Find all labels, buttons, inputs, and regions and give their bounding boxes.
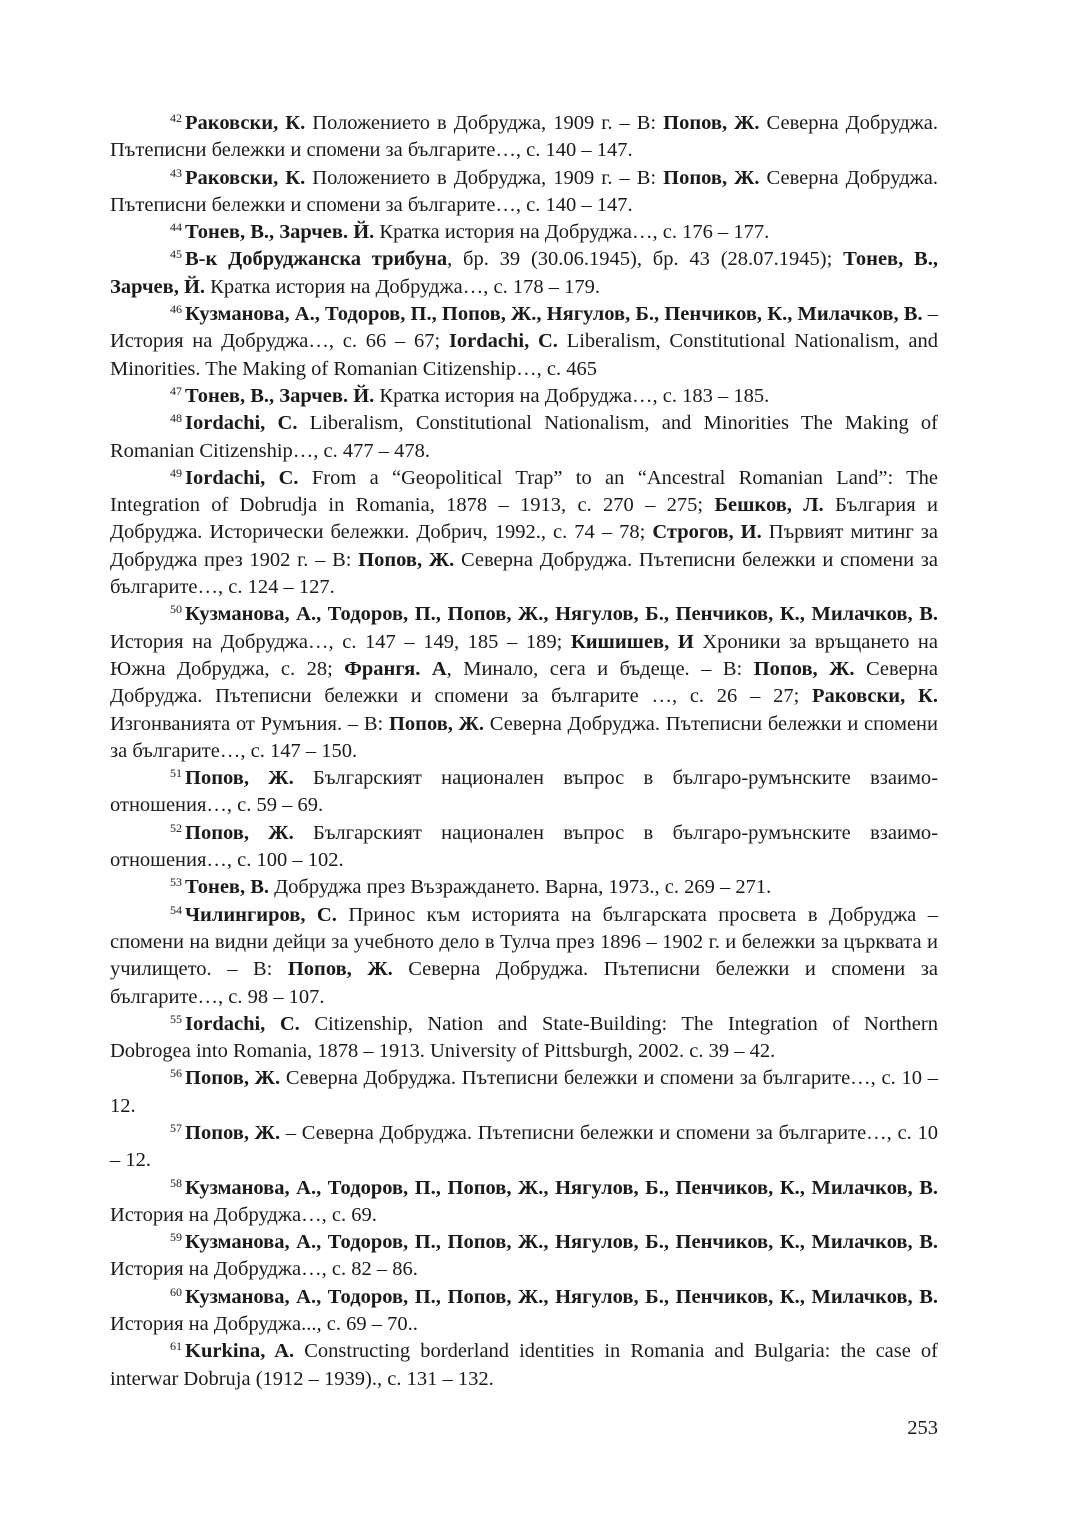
footnote-number: 47 <box>170 383 182 398</box>
footnote-number: 54 <box>170 902 182 917</box>
footnote-53 <box>110 874 938 901</box>
footnote-number: 59 <box>170 1230 182 1245</box>
footnote-text: Liberalism, Constitutional Nationalism, and Minorities The Making of Romanian Citizenship…, с. 477 – 478. <box>110 412 938 462</box>
footnote-author: Кузманова, А., Тодоров, П., Попов, Ж., Нягулов, Б., Пенчиков, К., Милачков, В. <box>185 1176 938 1199</box>
footnote-text: Северна Добруджа. Пътеписни бележки и спомени за българите …, с. 26 – 27; <box>110 657 938 708</box>
footnote-text: Българският национален въпрос в българо-румънските взаимоотношения…, с. 59 – 69. <box>110 767 939 817</box>
footnote-author: Кузманова, А., Тодоров, П., Попов, Ж., Нягулов, Б., Пенчиков, К., Милачков, В. <box>185 603 938 626</box>
footnote-number: 49 <box>170 465 182 480</box>
footnote-50 <box>110 601 938 765</box>
footnote-number: 58 <box>170 1175 182 1190</box>
footnote-56 <box>110 1065 938 1120</box>
footnote-54 <box>110 902 938 1011</box>
footnote-text: Положението в Добруджа, 1909 г. – В: <box>305 166 664 189</box>
footnote-text: Положението в Добруджа, 1909 г. – В: <box>305 112 664 134</box>
footnote-author: Попов, Ж. <box>358 548 455 571</box>
footnote-59 <box>110 1229 938 1284</box>
footnote-author: Тонев, В. <box>185 876 270 899</box>
footnote-author: Кузманова, А., Тодоров, П., Попов, Ж., Нягулов, Б., Пенчиков, К., Милачков, В. <box>185 1231 938 1254</box>
footnote-author: Чилингиров, С. <box>185 903 337 926</box>
footnote-author: Попов, Ж. <box>185 767 294 790</box>
footnote-45 <box>110 246 938 301</box>
footnote-number: 55 <box>170 1011 182 1026</box>
footnote-number: 50 <box>170 602 182 617</box>
footnote-text: From a “Geopolitical Trap” to an “Ancestral Romanian Land”: The Integration of Dobrudja in Romania, 1878 – 1913, с. 270 – 275; <box>110 466 938 517</box>
footnote-author: Раковски, К. <box>185 112 306 134</box>
footnote-number: 46 <box>170 302 182 317</box>
footnote-text: История на Добруджа..., с. 69 – 70.. <box>110 1313 418 1336</box>
footnote-number: 44 <box>170 220 182 235</box>
footnote-author: Раковски, К. <box>185 166 306 189</box>
footnote-author: Тонев, В., Зарчев. Й. <box>185 384 375 407</box>
footnote-author: Попов, Ж. <box>663 112 760 134</box>
footnote-text: Кратка история на Добруджа…, с. 178 – 179. <box>205 275 600 298</box>
footnote-author: Кузманова, А., Тодоров, П., Попов, Ж., Нягулов, Б., Пенчиков, К., Милачков, В. <box>185 303 923 326</box>
footnote-text: История на Добруджа…, с. 69. <box>110 1203 377 1226</box>
footnote-number: 56 <box>170 1066 182 1081</box>
footnote-text: Принос към историята на българската просвета в Добруджа – спомени на видни дейци за учебното дело в Тулча през 1896 – 1902 г. и бележки за църквата и училището. – В: <box>110 903 939 981</box>
footnote-text: Liberalism, Constitutional Nationalism, and Minorities. The Making of Romanian Citizenship…, с. 465 <box>110 330 938 380</box>
footnote-number: 53 <box>170 875 182 890</box>
footnote-49 <box>110 465 938 601</box>
footnote-number: 52 <box>170 820 182 835</box>
footnote-number: 60 <box>170 1284 182 1299</box>
footnotes-list <box>110 110 938 1393</box>
footnote-number: 61 <box>170 1339 182 1354</box>
footnote-author: Iordachi, C. <box>185 412 298 435</box>
footnote-46 <box>110 301 938 383</box>
footnote-text: , Минало, сега и бъдеще. – В: <box>446 657 754 680</box>
footnote-author: Попов, Ж. <box>185 1067 281 1090</box>
footnote-text: България и Добруджа. Исторически бележки. Добрич, 1992., с. 74 – 78; <box>110 494 939 544</box>
footnote-55 <box>110 1011 938 1066</box>
footnote-text: Добруджа през Възраждането. Варна, 1973., с. 269 – 271. <box>269 876 772 899</box>
footnote-number: 42 <box>170 111 182 125</box>
footnote-author: Iordachi, C. <box>185 466 299 489</box>
footnote-text: , бр. 39 (30.06.1945), бр. 43 (28.07.1945); <box>447 248 844 271</box>
footnote-58 <box>110 1175 938 1230</box>
footnote-author: Раковски, К. <box>812 685 938 708</box>
footnote-author: Попов, Ж. <box>185 821 294 844</box>
footnote-48 <box>110 410 938 465</box>
footnote-text: Северна Добруджа. Пътеписни бележки и спомени за българите…, с. 124 – 127. <box>110 548 938 599</box>
footnote-60 <box>110 1284 938 1339</box>
footnote-text: Българският национален въпрос в българо-румънските взаимоотношения…, с. 100 – 102. <box>110 821 939 872</box>
footnote-57 <box>110 1120 938 1175</box>
footnote-number: 48 <box>170 411 182 426</box>
footnote-number: 51 <box>170 766 182 781</box>
footnote-text: Хроники за връщането на Южна Добруджа, с. 28; <box>110 630 938 680</box>
footnote-text: Кратка история на Добруджа…, с. 176 – 177. <box>374 221 770 244</box>
footnote-author: Франгя. А <box>344 657 447 680</box>
footnote-text: – Северна Добруджа. Пътеписни бележки и спомени за българите…, с. 10 – 12. <box>110 1121 938 1172</box>
footnote-number: 57 <box>170 1120 182 1135</box>
footnote-author: Попов, Ж. <box>388 712 485 735</box>
footnote-author: Тонев, В., Зарчев, Й. <box>110 248 938 298</box>
footnote-author: Iordachi, C. <box>185 1012 300 1035</box>
footnote-author: Попов, Ж. <box>185 1121 281 1144</box>
footnote-text: История на Добруджа…, с. 147 – 149, 185 – 189; <box>110 630 571 653</box>
footnote-author: Kurkina, A. <box>185 1340 295 1363</box>
footnote-text: Citizenship, Nation and State-Building: The Integration of Northern Dobrogea into Romania, 1878 – 1913. University of Pittsburgh, 2002. с. 39 – 42. <box>110 1012 938 1063</box>
footnote-text: Северна Добруджа. Пътеписни бележки и спомени за българите…, с. 147 – 150. <box>110 712 938 762</box>
footnote-text: – История на Добруджа…, с. 66 – 67; <box>110 303 939 353</box>
footnote-number: 43 <box>170 165 182 180</box>
footnote-author: Бешков, Л. <box>714 494 824 517</box>
footnote-text: Северна Добруджа. Пътеписни бележки и спомени за българите…, с. 98 – 107. <box>110 958 938 1008</box>
footnote-44 <box>110 219 938 246</box>
footnote-author: Iordachi, C. <box>448 330 558 353</box>
footnote-author: Строгов, И. <box>652 521 762 544</box>
footnote-43 <box>110 165 938 220</box>
footnote-author: Попов, Ж. <box>663 166 760 189</box>
footnote-text: Constructing borderland identities in Romania and Bulgaria: the case of interwar Dobruja (1912 – 1939)., с. 131 – 132. <box>110 1340 938 1390</box>
footnote-text: Северна Добруджа. Пътеписни бележки и спомени за българите…, с. 10 – 12. <box>110 1067 938 1117</box>
footnote-61 <box>110 1338 938 1393</box>
footnote-author: Попов, Ж. <box>753 657 855 680</box>
footnote-52 <box>110 820 938 875</box>
footnote-47 <box>110 383 938 410</box>
footnote-text: Северна Добруджа. Пътеписни бележки и спомени за българите…, с. 140 – 147. <box>110 112 939 162</box>
footnote-text: Първият митинг за Добруджа през 1902 г. – В: <box>110 521 938 571</box>
footnote-author: Кузманова, А., Тодоров, П., Попов, Ж., Нягулов, Б., Пенчиков, К., Милачков, В. <box>185 1285 938 1308</box>
footnote-author: Попов, Ж. <box>287 958 393 981</box>
footnote-text: История на Добруджа…, с. 82 – 86. <box>110 1258 418 1281</box>
page-number: 253 <box>907 1417 938 1439</box>
footnote-42 <box>110 110 938 165</box>
footnote-text: Северна Добруджа. Пътеписни бележки и спомени за българите…, с. 140 – 147. <box>110 166 939 216</box>
footnote-author: Кишишев, И <box>570 630 694 653</box>
footnote-51 <box>110 765 938 820</box>
footnote-text: Изгонванията от Румъния. – В: <box>110 712 389 735</box>
footnote-number: 45 <box>170 247 182 262</box>
footnote-author: В-к Добруджанска трибуна <box>185 248 448 271</box>
footnote-text: Кратка история на Добруджа…, с. 183 – 185. <box>374 384 770 407</box>
footnote-author: Тонев, В., Зарчев. Й. <box>185 221 375 244</box>
